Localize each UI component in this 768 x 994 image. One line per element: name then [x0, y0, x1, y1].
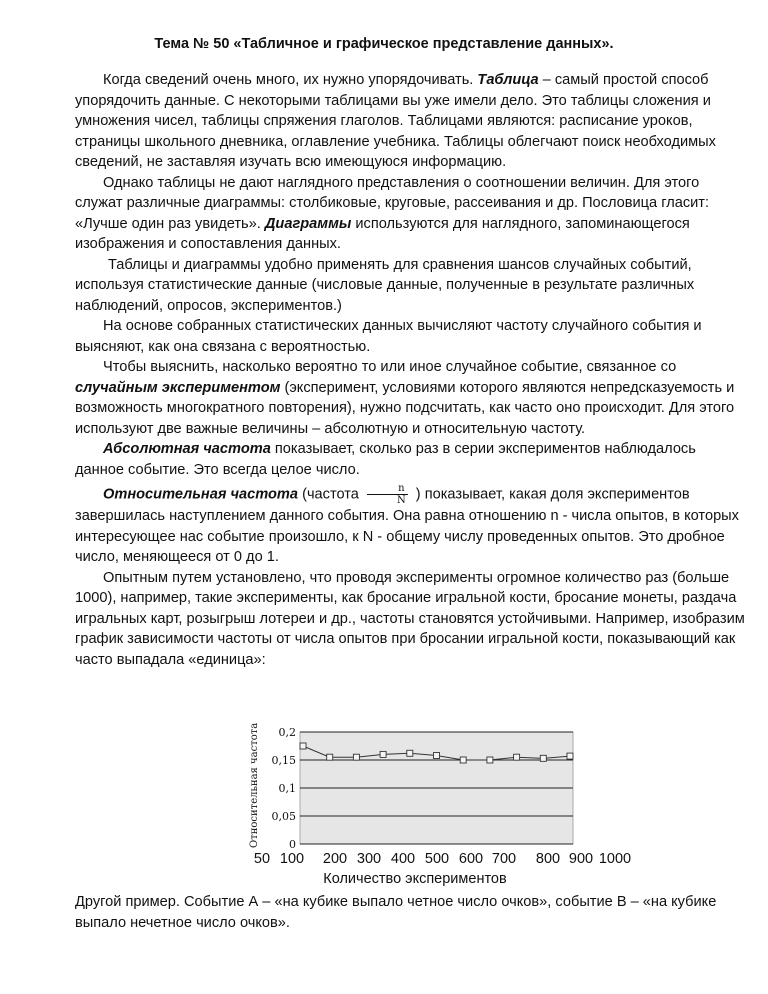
paragraph-relative-frequency: [75, 483, 747, 506]
term-diagrams: Диаграммы: [264, 215, 352, 232]
x-tick-label: 100: [279, 851, 305, 867]
text-run: Однако таблицы не дают наглядного представления о соотношении величин. Для этого служат различные диаграммы: столбиковые, круговые, рассеивания и др. Пословица гласит: «Лучше один раз увидеть».: [75, 174, 710, 232]
x-axis-label: Количество экспериментов: [323, 871, 507, 887]
y-tick-label: 0,05: [271, 810, 296, 823]
x-tick-label: 300: [356, 851, 382, 867]
text-run: (эксперимент, условиями которого являются непредсказуемость и возможность многократного повторения), нужно подсчитать, как часто оно происходит. Для этого используют две важные величины – абсолютную и относительную частоту.: [75, 379, 735, 437]
x-tick-label: 700: [491, 851, 517, 867]
data-point: [434, 753, 440, 759]
page-title: Тема № 50 «Табличное и графическое представление данных».: [154, 36, 614, 52]
term-relative-frequency: Относительная частота: [103, 486, 299, 503]
text-run: Чтобы выяснить, насколько вероятно то или иное случайное событие, связанное со: [103, 359, 677, 375]
data-point: [327, 754, 333, 760]
text-run: используются для наглядного, запоминающегося изображения и сопоставления данных.: [75, 215, 690, 252]
x-tick-label: 400: [390, 851, 416, 867]
text-run: показывает, сколько раз в серии экспериментов наблюдалось данное событие. Это всегда целое число.: [75, 441, 696, 478]
x-tick-label: 1000: [598, 851, 632, 867]
paragraph-experiments: Опытным путем установлено, что проводя эксперименты огромное количество раз (больше 1000), например, такие эксперименты, как бросание игральной кости, бросание монеты, раздача игральных карт, розыгрыш лотереи и др., частоты становятся устойчивыми. Например, изобразим график зависимости частоты от числа опытов при бросании игральной кости, показывающий как часто выпадала «единица»:: [75, 569, 745, 668]
paragraph-diagrams: [75, 173, 747, 255]
text-run: – самый простой способ упорядочить данные. С некоторыми таблицами вы уже имели дело. Это таблицы сложения и умножения чисел, таблицы спряжения глаголов. Таблицами являются: расписание уроков, страницы школьного дневника, оглавление учебника. Таблицы облегчают поиск необходимых сведений, не заставляя изучать всю имеющуюся информацию.: [75, 72, 716, 170]
fraction-n-over-N: [367, 483, 408, 506]
x-tick-label: 800: [535, 851, 561, 867]
text-run: Когда сведений очень много, их нужно упорядочивать.: [103, 72, 478, 88]
x-tick-labels: [252, 851, 652, 871]
text-run: (частота: [298, 486, 363, 503]
x-tick-label: 200: [322, 851, 348, 867]
term-random-experiment: случайным экспериментом: [75, 379, 281, 396]
paragraph-relative-frequency-cont: завершилась наступлением данного события. Она равна отношению n - числа опытов, в которых интересующее нас событие произошло, к N - общему числу проведенных опытов. Это дробное число, меняющееся от 0 до 1.: [75, 508, 739, 565]
x-tick-label: 50: [253, 851, 271, 867]
paragraph-frequency: На основе собранных статистических данных вычисляют частоту случайного события и выясняют, как она связана с вероятностью.: [75, 318, 702, 355]
x-tick-label: 900: [568, 851, 594, 867]
paragraph-tables: [75, 70, 747, 173]
x-tick-label: 600: [458, 851, 484, 867]
data-point: [380, 751, 386, 757]
term-absolute-frequency: Абсолютная частота: [103, 441, 271, 457]
paragraph-statistics: Таблицы и диаграммы удобно применять для сравнения шансов случайных событий, используя статистические данные (числовые данные, полученные в результате различных наблюдений, опросов, экспериментов.): [75, 256, 695, 314]
y-axis-label: Относительная частота: [249, 722, 260, 848]
data-point: [353, 754, 359, 760]
y-tick-label: 0,2: [278, 726, 296, 739]
data-point: [540, 755, 546, 761]
paragraph-absolute-frequency: [75, 439, 747, 480]
chart-svg: [240, 722, 660, 852]
y-tick-label: 0,15: [271, 754, 296, 767]
data-point: [407, 750, 413, 756]
fraction-denominator: N: [396, 495, 406, 506]
data-point: [487, 757, 493, 763]
paragraph-another-example: Другой пример. Событие А – «на кубике выпало четное число очков», событие В – «на кубике выпало нечетное число очков».: [75, 894, 717, 931]
text-run: ) показывает, какая доля экспериментов: [411, 486, 690, 503]
data-point: [514, 754, 520, 760]
y-tick-labels: [272, 726, 297, 851]
y-tick-label: 0: [289, 838, 296, 851]
data-point: [567, 753, 573, 759]
data-point: [460, 757, 466, 763]
x-tick-label: 500: [424, 851, 450, 867]
y-tick-label: 0,1: [278, 782, 296, 795]
body-text: [75, 70, 747, 670]
term-table: Таблица: [477, 72, 539, 88]
data-point: [300, 743, 306, 749]
fraction-numerator: n: [367, 483, 408, 495]
paragraph-random-experiment: [75, 357, 747, 439]
